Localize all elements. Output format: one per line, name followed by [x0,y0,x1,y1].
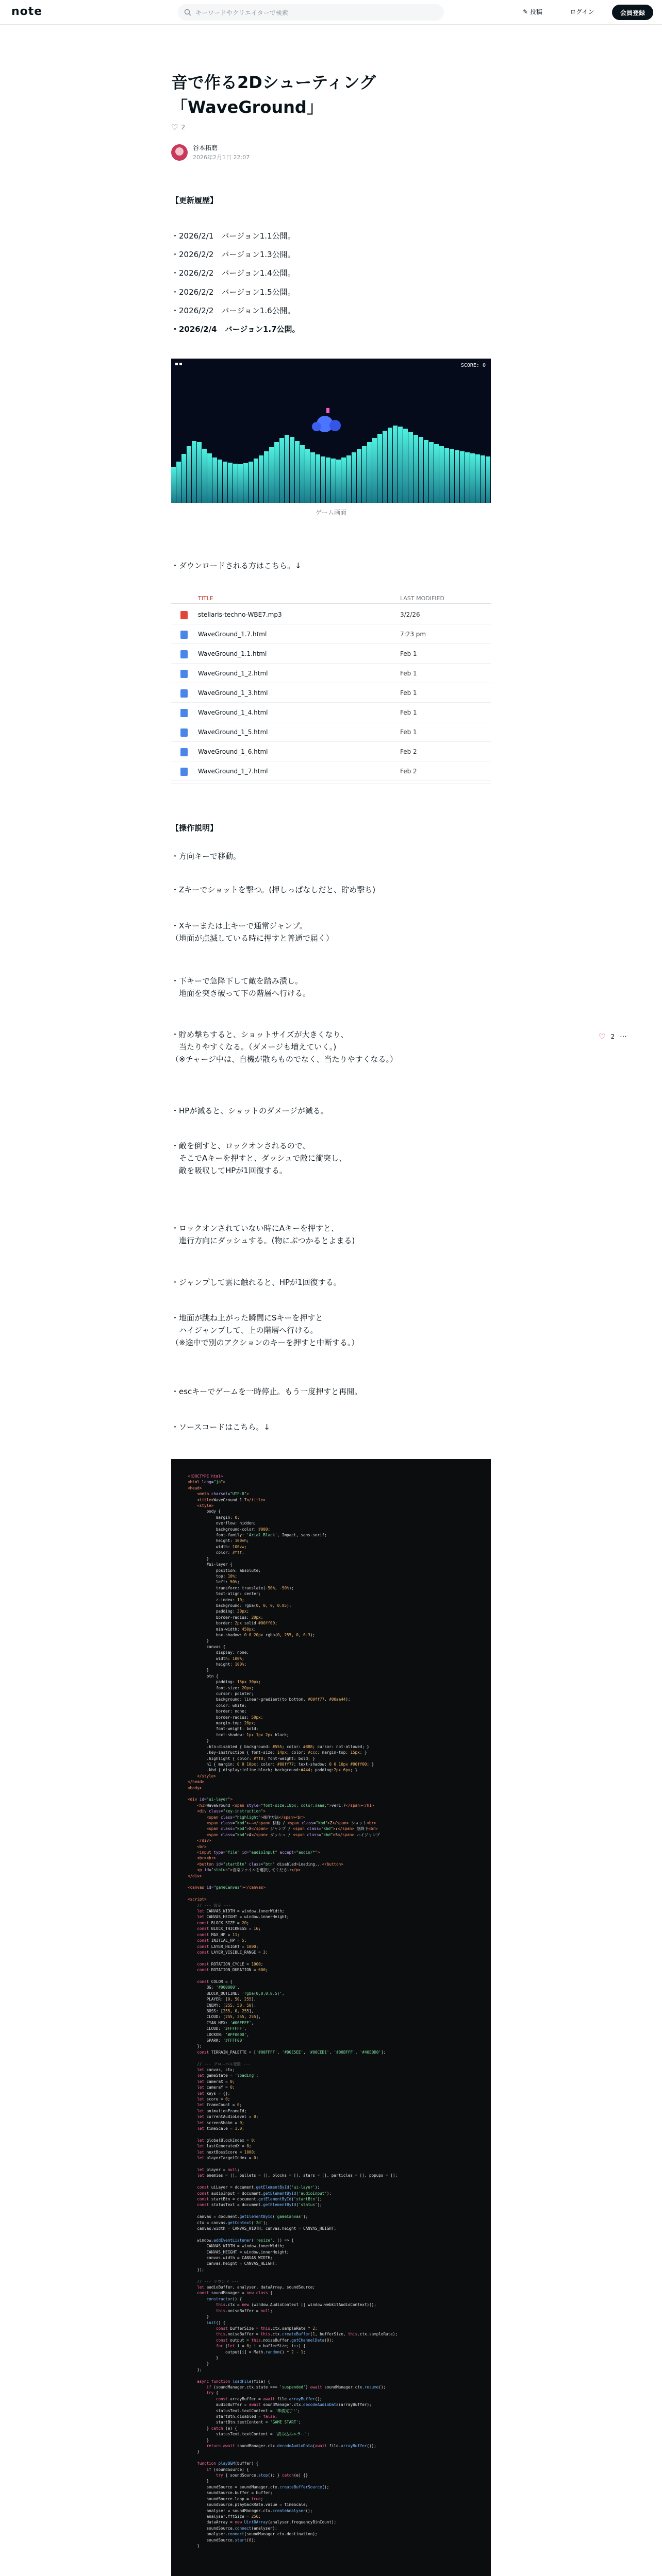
terrain-bar [383,431,387,503]
terrain-bar [455,450,459,503]
terrain-bar [259,455,263,503]
site-header [0,0,662,25]
terrain-bar [290,437,294,503]
score-label: SCORE: 0 [460,363,486,368]
terrain-bar [393,426,398,503]
controls-item: ・ジャンプして雲に触れると、HPが1回復する。 [171,1278,341,1287]
terrain-bar [357,449,361,503]
file-row[interactable] [171,605,491,624]
terrain-bar [192,441,196,503]
terrain-bar [202,449,207,503]
post-button[interactable] [523,7,542,16]
terrain-bar [176,462,181,503]
file-name[interactable]: WaveGround_1_4.html [198,709,268,716]
terrain-bar [264,451,269,503]
game-scene [171,359,491,503]
terrain-bar [305,449,310,503]
file-modified-date: Feb 1 [400,709,417,716]
terrain-bar [274,442,279,503]
login-button[interactable]: ログイン [570,8,594,15]
terrain-bar [388,428,392,503]
terrain-bar [223,462,227,503]
file-modified-date: Feb 1 [400,670,417,677]
controls-item: ・ロックオンされていない時にAキーを押すと、 進行方向にダッシュする。(物にぶつかるとよまる) [171,1224,355,1245]
terrain-bar [285,435,289,503]
terrain-bar [331,459,336,503]
terrain-bar [295,441,300,503]
file-row[interactable] [171,644,491,664]
more-icon[interactable]: ⋯ [620,1032,627,1041]
file-modified-date: 3/2/26 [400,611,420,618]
author-name[interactable]: 谷本拓磨 [193,144,218,151]
controls-item: ・敵を倒すと、ロックオンされるので、 そこでAキーを押すと、ダッシュで敵に衝突し、 敵を吸収してHPが1回復する。 [171,1141,346,1175]
file-modified-date: Feb 1 [400,728,417,736]
file-row[interactable] [171,664,491,683]
image-caption: ゲーム画面 [315,509,346,516]
terrain-bar [341,457,346,503]
article-title [171,70,491,120]
terrain-bar [336,460,341,503]
terrain-bar [249,462,253,503]
terrain-bar [470,453,475,503]
file-modified-date: Feb 2 [400,748,417,755]
file-modified-date: 7:23 pm [400,631,426,638]
terrain-bar [377,434,382,503]
file-name[interactable]: WaveGround_1_7.html [198,768,268,775]
file-row[interactable] [171,761,491,781]
file-row[interactable] [171,703,491,722]
file-name[interactable]: WaveGround_1.1.html [198,650,267,657]
file-modified-date: Feb 2 [400,768,417,775]
document-file-icon [180,728,188,737]
audio-file-icon [180,611,188,619]
terrain-bar [321,456,325,503]
terrain-bar [465,452,470,503]
terrain-bar [413,435,418,503]
terrain-bar [434,444,439,503]
terrain-bar [398,427,403,503]
controls-item: ・方向キーで移動。 [171,852,241,861]
drive-file-list[interactable] [171,592,491,784]
title-line-1: 音で作る2Dシューティング [171,73,376,92]
controls-item: ・escキーでゲームを一時停止。もう一度押すと再開。 [171,1387,362,1396]
document-file-icon [180,768,188,776]
float-like-count: 2 [610,1033,615,1040]
terrain-bar [181,454,186,503]
file-row[interactable] [171,722,491,742]
terrain-bar [187,446,191,503]
controls-item: ・ソースコードはこちら。↓ [171,1422,270,1432]
terrain-bar [212,457,217,503]
file-name[interactable]: WaveGround_1_6.html [198,748,268,755]
terrain-bar [486,456,490,503]
note-logo[interactable]: note [11,5,43,18]
controls-item: ・Zキーでショットを撃つ。(押しっぱなしだと、貯め撃ち) [171,885,376,894]
terrain-bar [326,457,330,503]
terrain-bar [419,437,423,503]
terrain-bar [372,438,377,503]
file-modified-date: Feb 1 [400,689,417,697]
game-screenshot[interactable] [171,359,491,503]
source-code: <!DOCTYPE html> <html lang="ja"> <head> <meta charset="UTF-8"> <title>WaveGround 1.7</title> <style> body { margin: 0; overflow: hidden; background-color: #000; font-family: 'Arial Black', Impact, sans-serif; height: 100vh; width: 100vw; color: #fff; } #ui-layer { position: absolute; top: 10%; left: 50%; transform: translate(-50%, -50%); text-align: center; z-index: 10; background: rgba(0, 0, 0, 0.85); padding: 30px; border-radius: 20px; border: 2px solid #00ff00; min-width: 450px; box-shadow: 0 0 20px rgba(0, 255, 0, 0.3); } canvas { display: none; width: 100%; height: 100%; } btn { padding: 15px 30px; font-size: 20px; cursor: pointer; background: linear-gradient(to bottom, #00ff77, #00aa44); color: white; border: none; border-radius: 50px; margin-top: 20px; font-weight: bold; text-shadow: 1px 1px 2px black; } .btn:disabled { background: #555; color: #888; cursor: not-allowed; } .key-instruction { font-size: 14px; color: #ccc; margin-top: 15px; } .highlight { color: #ff0; font-weight: bold; } h1 { margin: 0 0 10px; color: #00ff77; text-shadow: 0 0 10px #00ff00; } .kbd { display:inline-block; background:#444; padding:2px 6px; } </style> </head> <body> <div id="ui-layer"> <h1>WaveGround <span style="font-size:18px; color:#aaa;">ver1.7</span></h1> <div class="key-instruction"> <span class="highlight">操作方法</span><br> <span class="kbd">←→</span> 移動 / <span class="kbd">Z</span> ショット<br> <span class="kbd">X</span> ジャンプ / <span class="kbd">↓</span> 急降下<br> <span class="kbd">A</span> ダッシュ / <span class="kbd">S</span> ハイジャンプ </div> <br> <input type="file" id="audioInput" accept="audio/*"> <br><br> <button id="startBtn" class="btn" disabled>Loading...</button> <p id="status">音楽ファイルを選択してください</p> </div> <canvas id="gameCanvas"></canvas> <script> // --- 設定 --- let CANVAS_WIDTH = window.innerWidth; let CANVAS_HEIGHT = window.innerHeight; const BLOCK_SIZE = 20; const BLOCK_THICKNESS = 16; const MAX_HP = 11; const INITIAL_HP = 5; const LAYER_HEIGHT = 1000; const LAYER_VISIBLE_RANGE = 3; const ROTATION_CYCLE = 1000; const ROTATION_DURATION = 600; const COLOR = { BG: '#000000', BLOCK_OUTLINE: 'rgba(0,0,0,0.5)', PLAYER: [0, 50, 255], ENEMY: [255, 50, 50], BOSS: [255, 0, 255], CLOUD: [255, 255, 255], CYAN_HEX: '#00FFFF', CLOUD: '#FFFFFF', LOCKON: '#FF0000', SPARK: '#FFFF00' }; const TERRAIN_PALETTE = ['#00FFFF', '#00E5EE', '#00CED1', '#00BFFF', '#40E0D0']; // --- グローバル変数 --- let canvas, ctx; let gameState = 'loading'; let cameraX = 0; let cameraY = 0; let keys = {}; let score = 0; let frameCount = 0; let animationFrameId; let currentAudioLevel = 0; let screenShake = 0; let timeScale = 1.0; let globalBlockIndex = 0; let lastGeneratedX = 0; let nextBossScore = 1000; let playerTargetIndex = 0; let player = null; let enemies = [], bullets = [], blocks = [], stars = [], particles = [], popups = []; const uiLayer = document.getElementById('ui-layer'); const audioInput = document.getElementById('audioInput'); const startBtn = document.getElementById('startBtn'); const statusText = document.getElementById('status'); canvas = document.getElementById('gameCanvas'); ctx = canvas.getContext('2d'); canvas.width = CANVAS_WIDTH; canvas.height = CANVAS_HEIGHT; window.addEventListener('resize', () => { CANVAS_WIDTH = window.innerWidth; CANVAS_HEIGHT = window.innerHeight; canvas.width = CANVAS_WIDTH; canvas.height = CANVAS_HEIGHT; }); // --- サウンド --- let audioBuffer, analyser, dataArray, soundSource; const soundManager = new class { constructor() { this.ctx = new (window.AudioContext || window.webkitAudioContext)(); this.noiseBuffer = null; } init() { const bufferSize = this.ctx.sampleRate * 2; this.noiseBuffer = this.ctx.createBuffer(1, bufferSize, this.ctx.sampleRate); const output = this.noiseBuffer.getChannelData(0); for (let i = 0; i < bufferSize; i++) { output[i] = Math.random() * 2 - 1; } } }; async function loadFile(file) { if (soundManager.ctx.state === 'suspended') await soundManager.ctx.resume(); try { const arrayBuffer = await file.arrayBuffer(); audioBuffer = await soundManager.ctx.decodeAudioData(arrayBuffer); statusText.textContent = '準備完了!'; startBtn.disabled = false; startBtn.textContent = 'GAME START'; } catch (e) { statusText.textContent = '読み込みエラー'; } return await soundManager.ctx.decodeAudioData(await file.arrayBuffer()); } function playBGM(buffer) { if (soundSource) { try { soundSource.stop(); } catch(e) {} } soundSource = soundManager.ctx.createBufferSource(); soundSource.buffer = buffer; soundSource.loop = true; soundSource.playbackRate.value = timeScale; analyser = soundManager.ctx.createAnalyser(); analyser.fftSize = 256; dataArray = new Uint8Array(analyser.frequencyBinCount); soundSource.connect(analyser); analyser.connect(soundManager.ctx.destination); soundSource.start(0); } [188,1474,398,2548]
title-line-2: 「WaveGround」 [171,97,323,117]
terrain-bar [450,449,454,503]
download-text: ・ダウンロードされる方はこちら。↓ [171,561,302,570]
terrain-bar [444,448,449,503]
terrain-bar [269,447,274,503]
document-file-icon [180,748,188,756]
search-placeholder: キーワードやクリエイターで検索 [195,9,288,16]
terrain-bar [362,446,367,503]
terrain-bar [310,452,315,503]
terrain-bar [367,442,372,503]
file-name[interactable]: WaveGround_1.7.html [198,631,267,638]
terrain-bar [481,455,485,503]
floating-actions [599,1032,627,1041]
terrain-bar [403,429,408,503]
terrain-bar [197,442,202,503]
history-item: ・2026/2/2 バージョン1.5公開。 [171,287,295,297]
terrain-bar [228,463,233,503]
terrain-bar [300,445,305,503]
like-row [171,123,185,132]
file-modified-date: Feb 1 [400,650,417,657]
pen-icon: ✎ [523,8,528,15]
history-item: ・2026/2/2 バージョン1.3公開。 [171,250,295,259]
search-icon [184,9,191,16]
terrain-bar [346,455,351,503]
file-row[interactable] [171,683,491,703]
document-file-icon [180,631,188,639]
search-box[interactable] [178,4,444,21]
controls-item: ・地面が跳ね上がった瞬間にSキーを押すと ハイジャンプして、上の階層へ行ける。 （※途中で別のアクションのキーを押すと中断する。） [171,1313,359,1347]
terrain-bar [352,452,356,503]
document-file-icon [180,670,188,678]
document-file-icon [180,709,188,717]
history-item: ・2026/2/1 バージョン1.1公開。 [171,231,295,241]
terrain-bar [460,451,465,503]
document-file-icon [180,689,188,698]
history-item: ・2026/2/2 バージョン1.6公開。 [171,306,295,315]
file-row[interactable] [171,742,491,761]
file-row[interactable] [171,624,491,644]
terrain-bar [233,464,238,503]
terrain-bar [171,467,176,503]
column-last-modified: LAST MODIFIED [400,595,444,602]
avatar[interactable] [171,144,188,161]
controls-item: ・貯め撃ちすると、ショットサイズが大きくなり、 当たりやすくなる。（ダメージも増えていく。) （※チャージ中は、自機が散らものでなく、当たりやすくなる。） [171,1030,398,1064]
terrain-bar [279,438,284,503]
file-name[interactable]: WaveGround_1_2.html [198,670,268,677]
history-item: ・2026/2/2 バージョン1.4公開。 [171,268,295,278]
file-name[interactable]: stellaris-techno-WBE7.mp3 [198,611,282,618]
author-block[interactable] [171,143,250,161]
publish-date: 2026年2月1日 22:07 [193,154,250,161]
signup-button[interactable]: 会員登録 [612,5,653,20]
document-file-icon [180,650,188,658]
terrain-bar [238,464,243,503]
terrain-bar [424,440,428,503]
controls-heading: 【操作説明】 [171,823,218,833]
file-name[interactable]: WaveGround_1_5.html [198,728,268,736]
file-name[interactable]: WaveGround_1_3.html [198,689,268,697]
terrain-bar [429,442,434,503]
controls-item: ・下キーで急降下して敵を踏み潰し。 地面を突き破って下の階層へ行ける。 [171,976,311,998]
terrain-bar [475,454,480,503]
terrain-bar [408,432,413,503]
heart-icon[interactable]: ♡ [171,123,178,132]
terrain-bar [254,459,258,503]
history-heading: 【更新履歴】 [171,196,218,205]
source-code-block[interactable] [171,1459,491,2576]
column-title: TITLE [198,595,213,602]
terrain-bar [439,446,444,503]
terrain-bar [243,463,248,503]
history-item-latest: ・2026/2/4 バージョン1.7公開。 [171,325,300,334]
terrain-bar [218,460,222,503]
file-list-header [171,592,491,604]
post-label: 投稿 [529,8,542,15]
controls-item: ・HPが減ると、ショットのダメージが減る。 [171,1106,328,1115]
terrain-bar [316,454,320,503]
terrain-bar [207,453,212,503]
like-count: 2 [181,124,186,131]
controls-item: ・Xキーまたは上キーで通常ジャンプ。 （地面が点滅している時に押すと普通で届く） [171,921,334,943]
heart-icon[interactable]: ♡ [599,1032,606,1041]
